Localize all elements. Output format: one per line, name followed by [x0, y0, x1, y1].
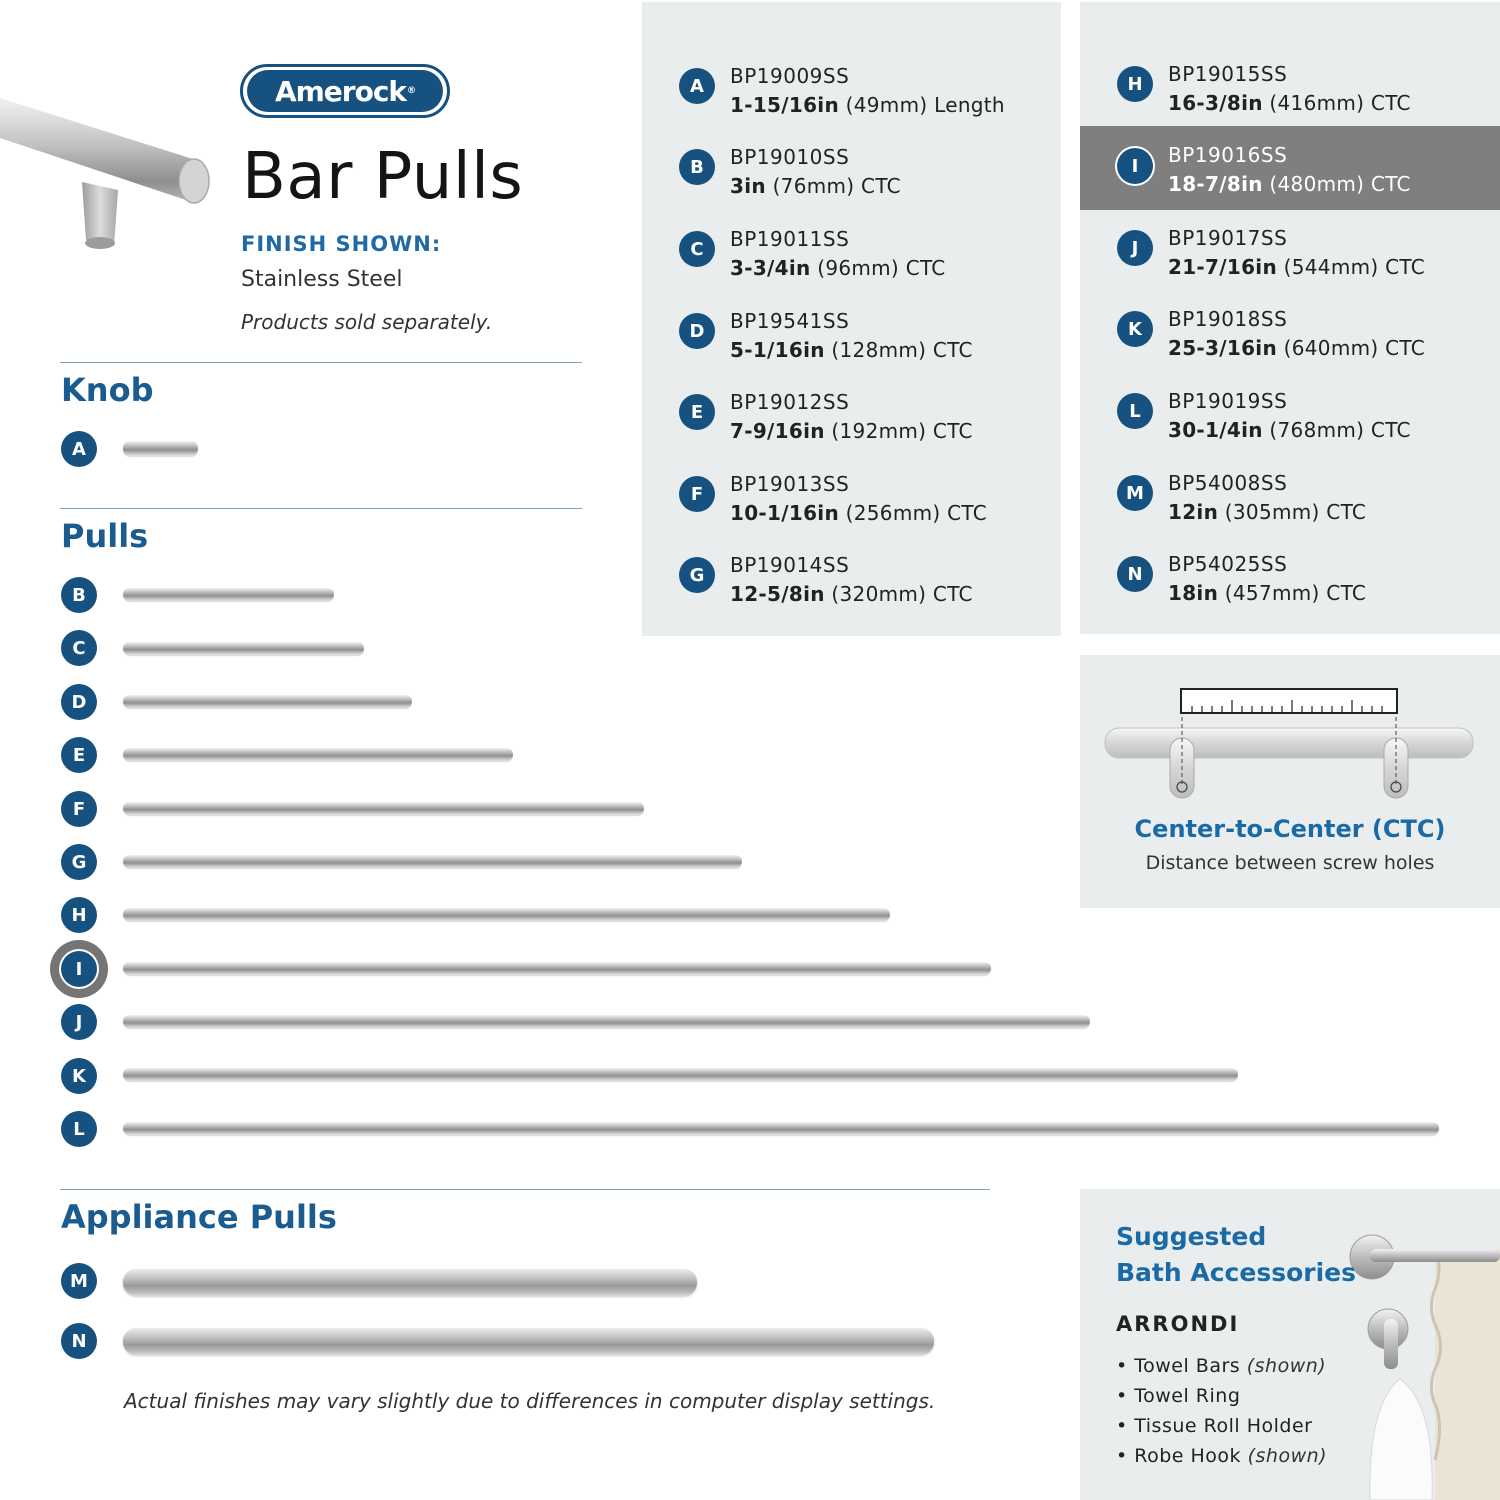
spec-item-k [1080, 307, 1500, 389]
accessory-item: • Towel Ring [1116, 1385, 1241, 1407]
section-heading-appliance-pulls: Appliance Pulls [61, 1198, 337, 1236]
spec-item-g [642, 553, 1061, 635]
divider [60, 362, 582, 363]
spec-sku: BP19016SS [1168, 143, 1288, 167]
spec-size: 1-15/16in (49mm) Length [730, 93, 1005, 117]
section-heading-pulls: Pulls [61, 517, 149, 555]
bar-badge: H [61, 897, 97, 933]
bar-badge: N [61, 1323, 97, 1359]
spec-badge: M [1117, 475, 1153, 511]
spec-size: 5-1/16in (128mm) CTC [730, 338, 973, 362]
bar-image-j [123, 1015, 1090, 1028]
spec-size: 18-7/8in (480mm) CTC [1168, 172, 1411, 196]
bar-image-a [123, 441, 198, 456]
spec-badge: D [679, 313, 715, 349]
bar-badge: E [61, 737, 97, 773]
bar-badge: A [61, 431, 97, 467]
accessory-item: • Robe Hook (shown) [1116, 1445, 1328, 1467]
spec-item-m [1080, 471, 1500, 553]
spec-badge: E [679, 394, 715, 430]
spec-size: 12-5/8in (320mm) CTC [730, 582, 973, 606]
spec-sku: BP19017SS [1168, 226, 1288, 250]
ctc-title: Center-to-Center (CTC) [1134, 815, 1446, 843]
spec-size: 16-3/8in (416mm) CTC [1168, 91, 1411, 115]
spec-badge: N [1117, 556, 1153, 592]
spec-badge: B [679, 149, 715, 185]
spec-sku: BP19014SS [730, 553, 850, 577]
spec-size: 25-3/16in (640mm) CTC [1168, 336, 1426, 360]
amerock-logo [240, 64, 450, 118]
spec-item-a [642, 64, 1061, 146]
accessory-item: • Tissue Roll Holder [1116, 1415, 1313, 1437]
bar-image-n [123, 1328, 934, 1355]
spec-item-c [642, 227, 1061, 309]
spec-badge: H [1117, 66, 1153, 102]
spec-sku: BP54025SS [1168, 552, 1288, 576]
spec-size: 12in (305mm) CTC [1168, 500, 1367, 524]
bar-image-b [123, 588, 334, 601]
bar-image-g [123, 855, 742, 868]
spec-sku: BP19009SS [730, 64, 850, 88]
spec-size: 18in (457mm) CTC [1168, 581, 1367, 605]
bar-image-h [123, 908, 890, 921]
bar-image-d [123, 695, 412, 708]
ctc-diagram [1080, 680, 1500, 830]
spec-sku: BP19013SS [730, 472, 850, 496]
bar-badge: K [61, 1058, 97, 1094]
spec-panel-left [642, 2, 1061, 636]
spec-badge: G [679, 557, 715, 593]
spec-item-l [1080, 389, 1500, 471]
towel-bar-and-robe-hook-image [1340, 1189, 1500, 1500]
finish-disclaimer: Actual finishes may vary slightly due to differences in computer display settings. [124, 1389, 936, 1413]
bar-badge: M [61, 1263, 97, 1299]
ctc-explainer-panel [1080, 655, 1500, 908]
bar-image-i [123, 962, 991, 975]
spec-sku: BP19012SS [730, 390, 850, 414]
spec-item-e [642, 390, 1061, 472]
spec-badge: K [1117, 311, 1153, 347]
spec-size: 10-1/16in (256mm) CTC [730, 501, 988, 525]
bar-image-l [123, 1122, 1439, 1135]
bar-image-c [123, 642, 364, 655]
logo-wordmark: Amerock ® [247, 70, 443, 112]
spec-badge: C [679, 231, 715, 267]
spec-sku: BP19010SS [730, 145, 850, 169]
spec-item-b [642, 145, 1061, 227]
spec-badge: I [1117, 148, 1153, 184]
bar-badge: J [61, 1004, 97, 1040]
section-heading-knob: Knob [61, 371, 154, 409]
bar-image-k [123, 1068, 1238, 1081]
spec-item-d [642, 309, 1061, 391]
bar-badge: L [61, 1111, 97, 1147]
divider [60, 508, 582, 509]
ctc-description: Distance between screw holes [1145, 852, 1435, 874]
accessory-item: • Towel Bars (shown) [1116, 1355, 1327, 1377]
bar-image-e [123, 748, 513, 761]
spec-badge: F [679, 476, 715, 512]
accessories-title: Suggested Bath Accessories [1116, 1222, 1356, 1287]
bar-badge: I [61, 951, 97, 987]
bar-badge: G [61, 844, 97, 880]
bar-badge: B [61, 577, 97, 613]
spec-size: 30-1/4in (768mm) CTC [1168, 418, 1411, 442]
accessories-collection-name: ARRONDI [1116, 1312, 1240, 1336]
spec-size: 7-9/16in (192mm) CTC [730, 419, 973, 443]
divider [60, 1189, 990, 1190]
bar-badge: D [61, 684, 97, 720]
spec-sku: BP19019SS [1168, 389, 1288, 413]
finish-value: Stainless Steel [241, 267, 403, 292]
bar-badge: C [61, 630, 97, 666]
bar-pull-product-image [0, 90, 215, 260]
bar-image-m [123, 1269, 697, 1296]
bar-badge: F [61, 791, 97, 827]
spec-size: 3-3/4in (96mm) CTC [730, 256, 946, 280]
spec-item-i [1080, 126, 1500, 210]
spec-sku: BP19018SS [1168, 307, 1288, 331]
spec-size: 3in (76mm) CTC [730, 174, 901, 198]
spec-item-n [1080, 552, 1500, 634]
spec-sku: BP19015SS [1168, 62, 1288, 86]
bath-accessories-panel [1080, 1189, 1500, 1500]
bar-badge-highlight-ring [50, 940, 108, 998]
sold-separately-note: Products sold separately. [241, 310, 493, 334]
spec-panel-right [1080, 2, 1500, 634]
spec-sku: BP19011SS [730, 227, 850, 251]
spec-badge: A [679, 68, 715, 104]
spec-item-f [642, 472, 1061, 554]
page-title: Bar Pulls [242, 140, 524, 214]
bar-image-f [123, 802, 644, 815]
spec-badge: J [1117, 230, 1153, 266]
finish-label: FINISH SHOWN: [241, 232, 442, 256]
spec-item-j [1080, 226, 1500, 308]
spec-sku: BP19541SS [730, 309, 850, 333]
spec-sku: BP54008SS [1168, 471, 1288, 495]
spec-size: 21-7/16in (544mm) CTC [1168, 255, 1426, 279]
spec-badge: L [1117, 393, 1153, 429]
